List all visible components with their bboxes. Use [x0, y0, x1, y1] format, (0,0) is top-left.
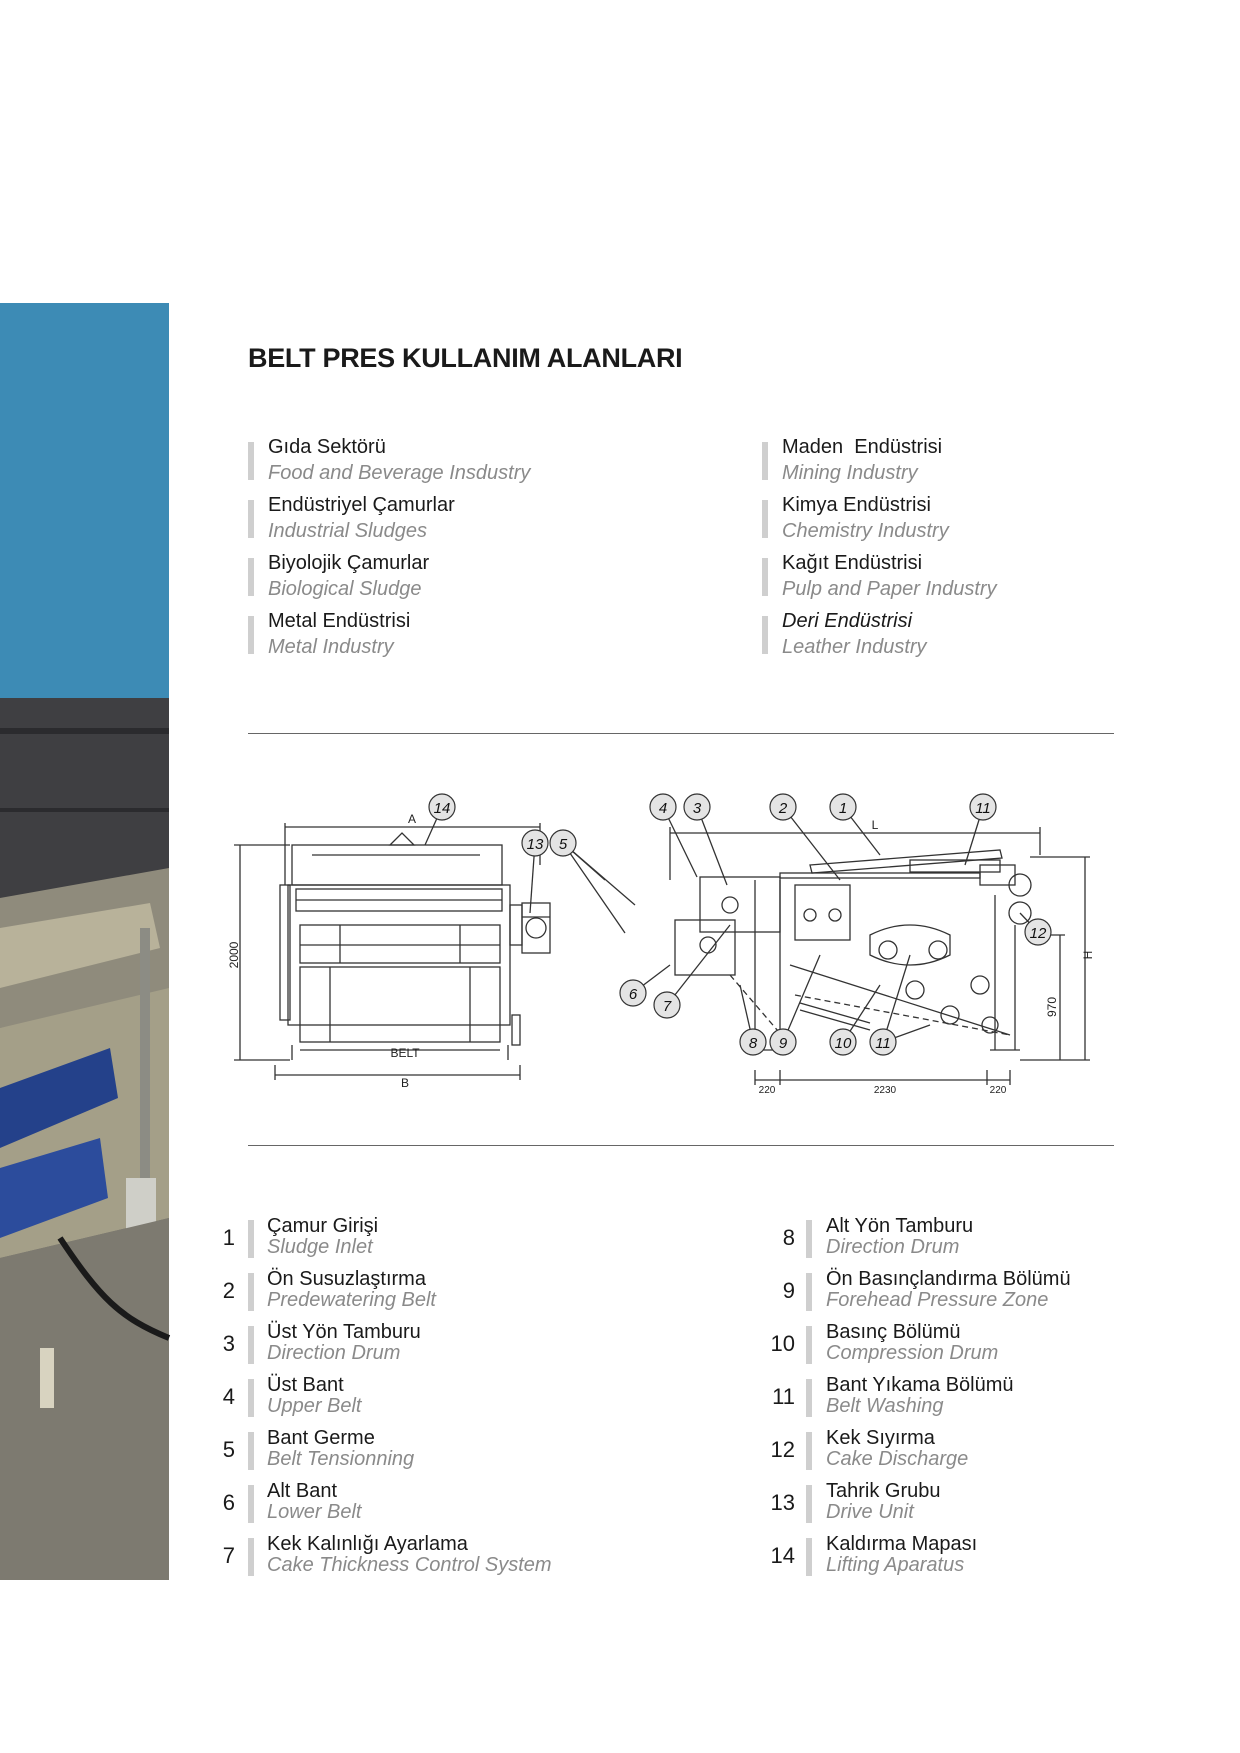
- list-bar: [806, 1326, 812, 1364]
- part-tr: Alt Yön Tamburu: [826, 1215, 974, 1237]
- list-bar: [762, 442, 768, 480]
- callout-label: 1: [838, 800, 848, 817]
- callout-label: 6: [628, 986, 638, 1003]
- callout-label: 7: [662, 998, 672, 1015]
- callout-label: 5: [558, 836, 568, 853]
- callout-label: 11: [875, 1035, 891, 1052]
- part-en: Belt Washing: [826, 1395, 944, 1417]
- part-en: Lifting Aparatus: [826, 1554, 965, 1576]
- part-number: 10: [770, 1331, 795, 1356]
- part-tr: Kek Sıyırma: [826, 1427, 935, 1449]
- part-tr: Üst Bant: [267, 1374, 344, 1396]
- list-bar: [248, 500, 254, 538]
- part-number: 9: [782, 1278, 795, 1303]
- callout-label: 11: [975, 800, 991, 817]
- part-tr: Kaldırma Mapası: [826, 1533, 978, 1555]
- callout-label: 2: [778, 800, 788, 817]
- part-en: Sludge Inlet: [267, 1236, 373, 1258]
- use-tr: Gıda Sektörü: [268, 436, 386, 458]
- callout-label: 12: [1029, 925, 1047, 942]
- dim-height-label: 2000: [227, 941, 241, 969]
- part-number: 1: [222, 1225, 235, 1250]
- list-bar: [806, 1538, 812, 1576]
- dim-2230-label: 2230: [873, 1085, 897, 1096]
- part-item: [0, 1268, 1200, 1316]
- use-en: Industrial Sludges: [268, 520, 427, 542]
- part-number: 7: [222, 1543, 235, 1568]
- dim-b-label: B: [400, 1076, 410, 1090]
- part-number: 3: [222, 1331, 235, 1356]
- list-bar: [806, 1432, 812, 1470]
- part-tr: Ön Basınçlandırma Bölümü: [826, 1268, 1071, 1290]
- technical-drawing: [227, 785, 1150, 1105]
- use-en: Mining Industry: [782, 462, 918, 484]
- use-tr: Kağıt Endüstrisi: [782, 552, 923, 574]
- part-tr: Ön Susuzlaştırma: [267, 1268, 426, 1290]
- part-tr: Tahrik Grubu: [826, 1480, 941, 1502]
- use-en: Pulp and Paper Industry: [782, 578, 997, 600]
- part-item: [0, 1321, 1200, 1369]
- part-en: Direction Drum: [826, 1236, 960, 1258]
- list-bar: [762, 500, 768, 538]
- list-bar: [762, 616, 768, 654]
- part-tr: Çamur Girişi: [267, 1215, 379, 1237]
- callout-label: 9: [778, 1035, 788, 1052]
- divider: [248, 1145, 1114, 1146]
- part-item: [0, 1215, 1200, 1263]
- part-number: 11: [772, 1384, 795, 1409]
- part-number: 5: [222, 1437, 235, 1462]
- list-bar: [248, 442, 254, 480]
- part-number: 6: [222, 1490, 235, 1515]
- dim-l-label: L: [871, 818, 879, 832]
- list-bar: [762, 558, 768, 596]
- use-en: Leather Industry: [782, 636, 927, 658]
- part-tr: Alt Bant: [267, 1480, 338, 1502]
- list-bar: [806, 1485, 812, 1523]
- callout-label: 8: [748, 1035, 758, 1052]
- part-tr: Bant Yıkama Bölümü: [826, 1374, 1014, 1396]
- list-bar: [806, 1379, 812, 1417]
- callout-label: 14: [433, 800, 451, 817]
- part-en: Cake Discharge: [826, 1448, 969, 1470]
- callout-label: 4: [658, 800, 668, 817]
- use-en: Metal Industry: [268, 636, 394, 658]
- callout-label: 13: [526, 836, 544, 853]
- use-en: Chemistry Industry: [782, 520, 949, 542]
- part-en: Upper Belt: [267, 1395, 362, 1417]
- part-item: [0, 1427, 1200, 1475]
- part-en: Drive Unit: [826, 1501, 914, 1523]
- part-en: Lower Belt: [267, 1501, 362, 1523]
- list-bar: [248, 558, 254, 596]
- part-en: Predewatering Belt: [267, 1289, 436, 1311]
- dim-h-label: H: [1081, 950, 1095, 960]
- callout-label: 10: [834, 1035, 852, 1052]
- use-tr: Deri Endüstrisi: [782, 610, 913, 632]
- use-en: Biological Sludge: [268, 578, 422, 600]
- part-tr: Üst Yön Tamburu: [267, 1321, 421, 1343]
- part-item: [0, 1480, 1200, 1528]
- part-number: 13: [770, 1490, 795, 1515]
- use-tr: Biyolojik Çamurlar: [268, 552, 430, 574]
- part-tr: Bant Germe: [267, 1427, 375, 1449]
- part-tr: Kek Kalınlığı Ayarlama: [267, 1533, 468, 1555]
- dim-970-label: 970: [1045, 996, 1059, 1018]
- page-title: BELT PRES KULLANIM ALANLARI: [248, 343, 683, 373]
- part-number: 14: [770, 1543, 795, 1568]
- part-en: Belt Tensionning: [267, 1448, 415, 1470]
- part-tr: Basınç Bölümü: [826, 1321, 961, 1343]
- use-tr: Maden Endüstrisi: [782, 436, 943, 458]
- blue-accent-band: [0, 303, 169, 698]
- use-tr: Metal Endüstrisi: [268, 610, 411, 632]
- part-item: [0, 1374, 1200, 1422]
- use-tr: Endüstriyel Çamurlar: [268, 494, 455, 516]
- part-item: [0, 1533, 1200, 1581]
- callout-label: 3: [692, 800, 702, 817]
- part-en: Cake Thickness Control System: [267, 1554, 552, 1576]
- use-en: Food and Beverage Insdustry: [268, 462, 531, 484]
- part-number: 8: [782, 1225, 795, 1250]
- part-en: Forehead Pressure Zone: [826, 1289, 1049, 1311]
- list-bar: [806, 1220, 812, 1258]
- part-number: 4: [222, 1384, 235, 1409]
- part-en: Direction Drum: [267, 1342, 401, 1364]
- part-en: Compression Drum: [826, 1342, 999, 1364]
- divider: [248, 733, 1114, 734]
- dim-220-label: 220: [758, 1085, 776, 1096]
- dim-belt-label: BELT: [390, 1046, 420, 1060]
- dim-220-label: 220: [989, 1085, 1007, 1096]
- part-number: 12: [770, 1437, 795, 1462]
- list-bar: [248, 616, 254, 654]
- use-tr: Kimya Endüstrisi: [782, 494, 931, 516]
- part-number: 2: [222, 1278, 235, 1303]
- dim-a-label: A: [407, 812, 417, 826]
- list-bar: [806, 1273, 812, 1311]
